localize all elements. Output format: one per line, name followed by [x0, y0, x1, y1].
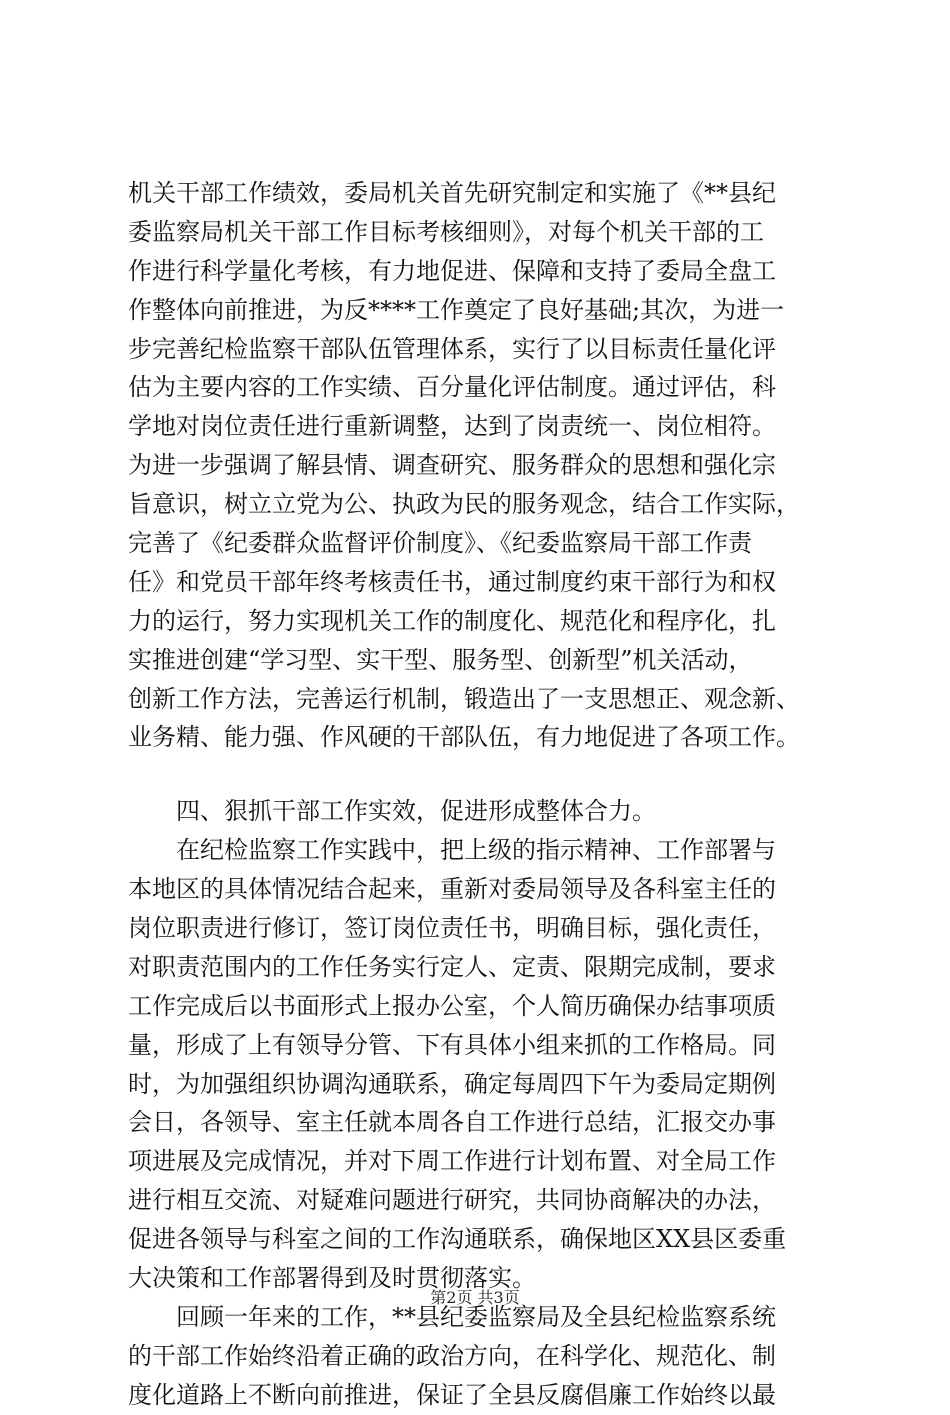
- text-line: 步完善纪检监察干部队伍管理体系，实行了以目标责任量化评: [128, 334, 776, 363]
- text-line: 力的运行，努力实现机关工作的制度化、规范化和程序化，扎: [128, 606, 776, 635]
- section-heading: 四、狠抓干部工作实效，促进形成整体合力。: [176, 797, 656, 826]
- text-line: 旨意识，树立立党为公、执政为民的服务观念，结合工作实际，: [128, 490, 800, 519]
- text-line: 任》和党员干部年终考核责任书，通过制度约束干部行为和权: [128, 567, 776, 596]
- text-line: 促进各领导与科室之间的工作沟通联系，确保地区XX县区委重: [128, 1225, 787, 1254]
- text-line: 时，为加强组织协调沟通联系，确定每周四下午为委局定期例: [128, 1069, 776, 1098]
- text-line: 大决策和工作部署得到及时贯彻落实。: [128, 1264, 536, 1293]
- text-line: 为进一步强调了解县情、调查研究、服务群众的思想和强化宗: [128, 451, 776, 480]
- text-line: 实推进创建“学习型、实干型、服务型、创新型”机关活动，: [128, 645, 753, 674]
- text-line: 学地对岗位责任进行重新调整，达到了岗责统一、岗位相符。: [128, 412, 776, 441]
- text-line: 工作完成后以书面形式上报办公室，个人简历确保办结事项质: [128, 991, 776, 1020]
- text-line: 估为主要内容的工作实绩、百分量化评估制度。通过评估，科: [128, 373, 776, 402]
- text-line: 对职责范围内的工作任务实行定人、定责、限期完成制，要求: [128, 952, 776, 981]
- text-line: 委监察局机关干部工作目标考核细则》，对每个机关干部的工: [128, 217, 764, 246]
- paragraph-3: [128, 1298, 850, 1415]
- text-line: 作进行科学量化考核，有力地促进、保障和支持了委局全盘工: [128, 256, 776, 285]
- text-line: 量，形成了上有领导分管、下有具体小组来抓的工作格局。同: [128, 1030, 776, 1059]
- text-line: 业务精、能力强、作风硬的干部队伍，有力地促进了各项工作。: [128, 723, 800, 752]
- text-line: 度化道路上不断向前推进，保证了全县反腐倡廉工作始终以最: [128, 1380, 776, 1409]
- text-line: 会日，各领导、室主任就本周各自工作进行总结，汇报交办事: [128, 1108, 776, 1137]
- text-line: 本地区的具体情况结合起来，重新对委局领导及各科室主任的: [128, 875, 776, 904]
- text-line: 项进展及完成情况，并对下周工作进行计划布置、对全局工作: [128, 1147, 776, 1176]
- text-line: 作整体向前推进，为反****工作奠定了良好基础;其次，为进一: [128, 295, 785, 324]
- page-footer: 第2页 共3页: [430, 1288, 520, 1307]
- text-line: 回顾一年来的工作，**县纪委监察局及全县纪检监察系统: [176, 1302, 776, 1331]
- text-line: 进行相互交流、对疑难问题进行研究，共同协商解决的办法，: [128, 1186, 776, 1215]
- document-body: [128, 174, 850, 1415]
- text-line: 机关干部工作绩效，委局机关首先研究制定和实施了《**县纪: [128, 179, 776, 207]
- text-line: 岗位职责进行修订，签订岗位责任书，明确目标，强化责任，: [128, 914, 776, 943]
- text-line: 创新工作方法，完善运行机制，锻造出了一支思想正、观念新、: [128, 684, 800, 713]
- text-line: 在纪检监察工作实践中，把上级的指示精神、工作部署与: [176, 836, 776, 865]
- paragraph-1: [128, 174, 850, 757]
- paragraph-gap: [128, 757, 850, 792]
- text-line: 完善了《纪委群众监督评价制度》、《纪委监察局干部工作责: [128, 529, 752, 558]
- text-line: 的干部工作始终沿着正确的政治方向，在科学化、规范化、制: [128, 1341, 776, 1370]
- paragraph-2: [128, 831, 850, 1298]
